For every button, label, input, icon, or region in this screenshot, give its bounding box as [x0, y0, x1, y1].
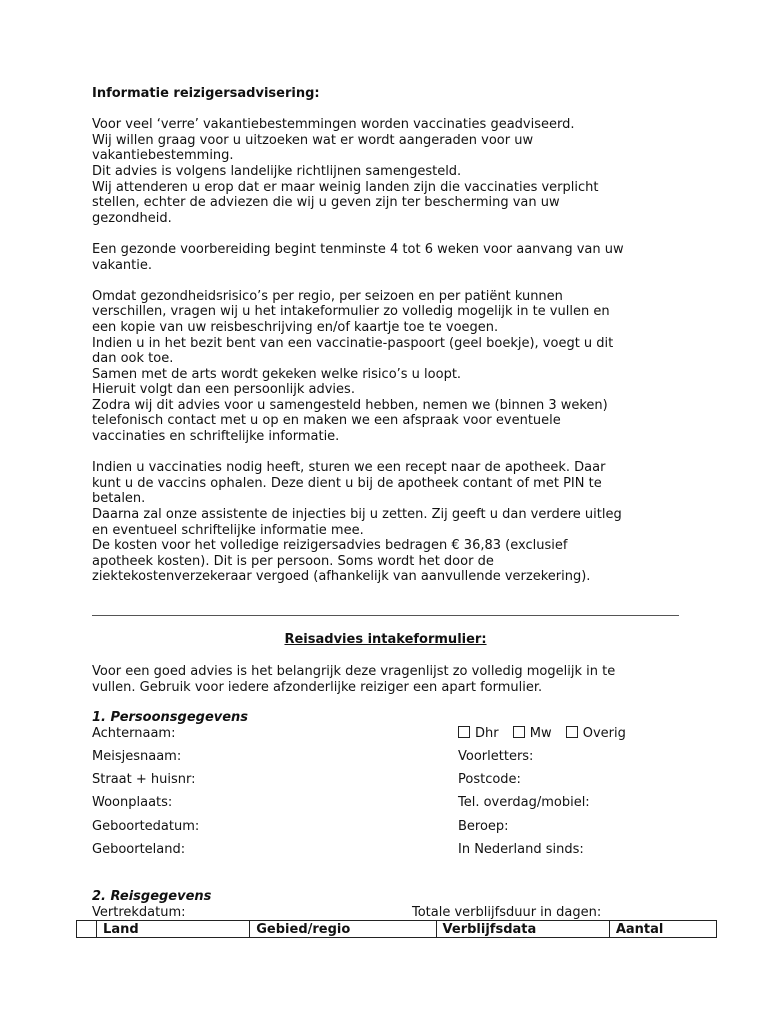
departure-label: Vertrekdatum:	[92, 904, 186, 920]
field-label: Voorletters:	[458, 748, 534, 764]
field-label: Beroep:	[458, 818, 509, 834]
table-header-row	[77, 921, 717, 938]
section-heading-travel: 2. Reisgegevens	[92, 889, 212, 904]
option-dhr[interactable]	[458, 726, 499, 741]
text-line: verschillen, vragen wij u het intakeformulier zo volledig mogelijk in te vullen en	[92, 304, 610, 320]
info-title: Informatie reizigersadvisering:	[92, 86, 320, 101]
text-line: Voor veel ‘verre’ vakantiebestemmingen worden vaccinaties geadviseerd.	[92, 117, 575, 133]
text-line: betalen.	[92, 491, 146, 507]
text-line: Daarna zal onze assistente de injecties bij u zetten. Zij geeft u dan verdere uitleg	[92, 507, 622, 523]
form-row	[92, 842, 692, 865]
text-line: vullen. Gebruik voor iedere afzonderlijke reiziger een apart formulier.	[92, 679, 543, 695]
text-line: apotheek kosten). Dit is per persoon. Soms wordt het door de	[92, 553, 494, 569]
info-paragraph-3	[92, 289, 692, 445]
option-overig[interactable]	[566, 726, 626, 741]
text-line: stellen, echter de adviezen die wij u geven zijn ter bescherming van uw	[92, 195, 560, 211]
option-label: Mw	[529, 725, 552, 741]
checkbox-icon[interactable]	[566, 726, 578, 738]
field-label: Geboortedatum:	[92, 818, 200, 834]
form-title: Reisadvies intakeformulier:	[284, 632, 487, 647]
text-line: kunt u de vaccins ophalen. Deze dient u bij de apotheek contant of met PIN te	[92, 475, 602, 491]
text-line: een kopie van uw reisbeschrijving en/of kaartje toe te voegen.	[92, 319, 499, 335]
option-label: Overig	[582, 725, 626, 741]
text-line: Indien u in het bezit bent van een vaccinatie-paspoort (geel boekje), voegt u dit	[92, 335, 614, 351]
table-header-blank	[77, 921, 97, 938]
travel-table	[76, 920, 717, 938]
text-line: dan ook toe.	[92, 351, 174, 367]
form-row-departure	[92, 905, 712, 921]
option-label: Dhr	[475, 725, 499, 741]
table-header-dates: Verblijfsdata	[436, 921, 609, 938]
field-label: Meisjesnaam:	[92, 748, 182, 764]
option-mw[interactable]	[513, 726, 552, 741]
travel-details-section	[92, 889, 712, 921]
form-row	[92, 772, 692, 795]
info-paragraph-2	[92, 242, 692, 273]
text-line: Indien u vaccinaties nodig heeft, sturen we een recept naar de apotheek. Daar	[92, 460, 606, 476]
checkbox-icon[interactable]	[513, 726, 525, 738]
form-row	[92, 819, 692, 842]
table-header-count: Aantal	[609, 921, 716, 938]
text-line: Samen met de arts wordt gekeken welke risico’s u loopt.	[92, 366, 462, 382]
text-line: vakantiebestemming.	[92, 148, 234, 164]
form-intro	[92, 664, 692, 695]
form-row	[92, 795, 692, 818]
field-label: In Nederland sinds:	[458, 842, 584, 858]
text-line: Dit advies is volgens landelijke richtlijnen samengesteld.	[92, 163, 462, 179]
field-label: Straat + huisnr:	[92, 772, 196, 788]
text-line: Een gezonde voorbereiding begint tenminste 4 tot 6 weken voor aanvang van uw	[92, 241, 624, 257]
field-label: Woonplaats:	[92, 795, 173, 811]
section-divider	[92, 615, 679, 616]
text-line: telefonisch contact met u op en maken we een afspraak voor eventuele	[92, 413, 561, 429]
text-line: De kosten voor het volledige reizigersadvies bedragen € 36,83 (exclusief	[92, 538, 568, 554]
table-header-region: Gebied/regio	[250, 921, 436, 938]
info-paragraph-1	[92, 117, 692, 226]
field-label: Geboorteland:	[92, 842, 186, 858]
field-label: Tel. overdag/mobiel:	[458, 795, 590, 811]
form-row-surname	[92, 726, 692, 749]
text-line: Hieruit volgt dan een persoonlijk advies.	[92, 382, 355, 398]
text-line: gezondheid.	[92, 210, 172, 226]
text-line: en eventueel schriftelijke informatie mee.	[92, 522, 364, 538]
info-paragraph-4	[92, 460, 692, 585]
text-line: Voor een goed advies is het belangrijk deze vragenlijst zo volledig mogelijk in te	[92, 664, 616, 679]
personal-details-section	[92, 710, 692, 865]
text-line: Omdat gezondheidsrisico’s per regio, per seizoen en per patiënt kunnen	[92, 288, 563, 304]
field-label: Postcode:	[458, 772, 521, 788]
duration-label: Totale verblijfsduur in dagen:	[412, 904, 602, 920]
text-line: Wij attenderen u erop dat er maar weinig landen zijn die vaccinaties verplicht	[92, 179, 599, 195]
text-line: Zodra wij dit advies voor u samengesteld hebben, nemen we (binnen 3 weken)	[92, 397, 608, 413]
checkbox-icon[interactable]	[458, 726, 470, 738]
section-heading-personal: 1. Persoonsgegevens	[92, 710, 249, 725]
salutation-options	[458, 726, 636, 742]
text-line: vaccinaties en schriftelijke informatie.	[92, 429, 340, 445]
info-section	[92, 86, 692, 585]
text-line: ziektekostenverzekeraar vergoed (afhankelijk van aanvullende verzekering).	[92, 569, 591, 585]
surname-label: Achternaam:	[92, 725, 176, 741]
text-line: vakantie.	[92, 257, 153, 273]
table-header-country: Land	[97, 921, 250, 938]
text-line: Wij willen graag voor u uitzoeken wat er wordt aangeraden voor uw	[92, 132, 534, 148]
form-row	[92, 749, 692, 772]
